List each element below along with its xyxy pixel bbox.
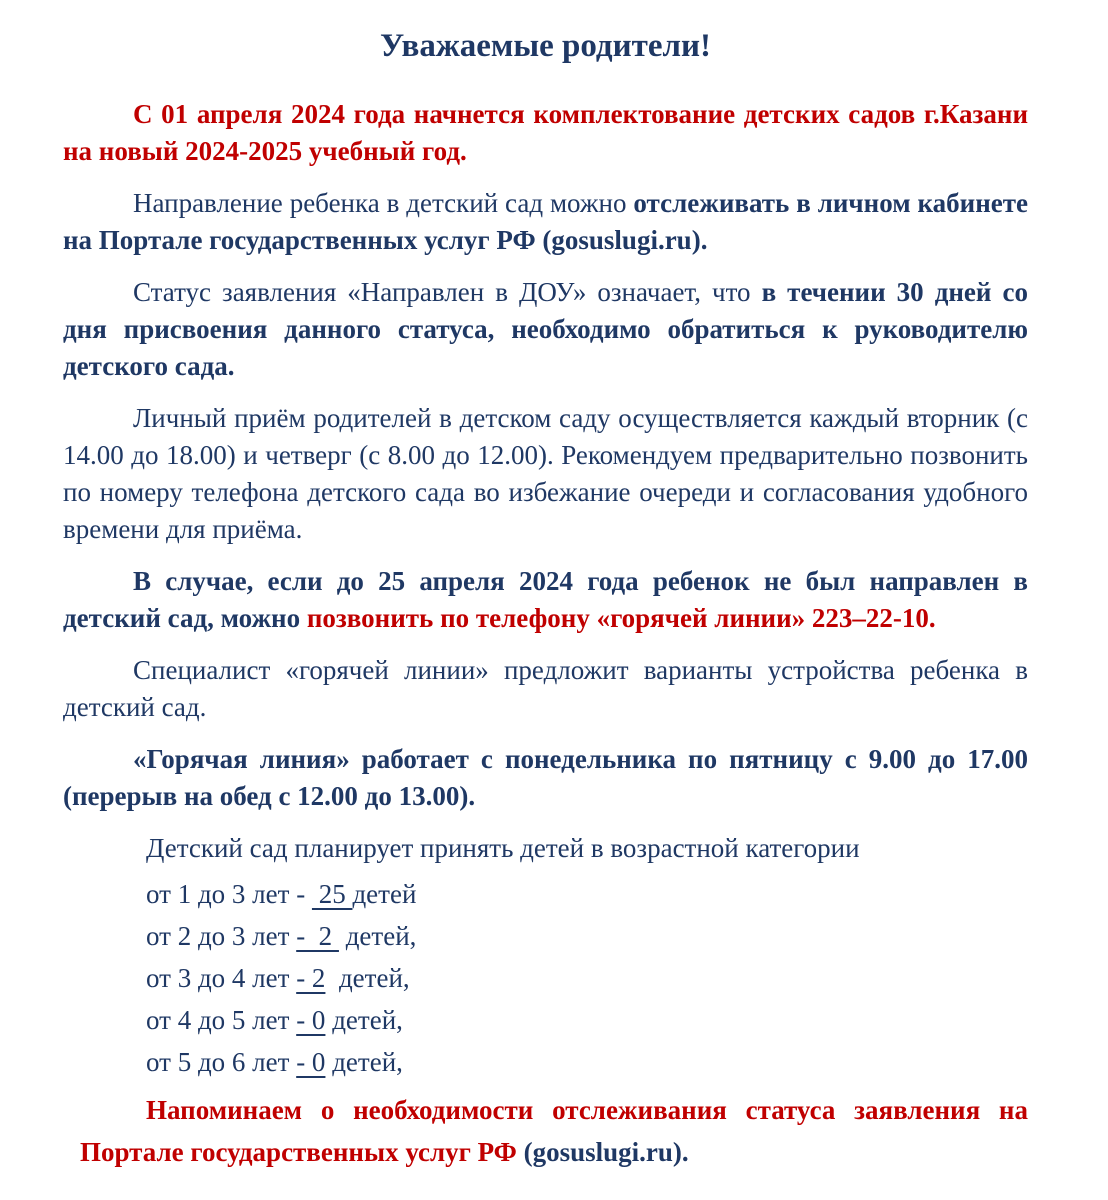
run-bold: В случае, если до 25 апреля 2024 года ребенок не был направлен в детский сад, можно xyxy=(63,566,1028,633)
run-red-bold: С 01 апреля 2024 года начнется комплектование детских садов г.Казани на новый 2024-2025 учебный год. xyxy=(63,99,1028,166)
run-regular: Статус заявления «Направлен в ДОУ» означает, что xyxy=(133,277,762,307)
paragraph-reminder xyxy=(80,1089,1028,1173)
run-regular: Специалист «горячей линии» предложит варианты устройства ребенка в детский сад. xyxy=(63,655,1028,722)
run-bold: (gosuslugi.ru). xyxy=(523,1137,689,1167)
age-category-row-2-3 xyxy=(146,915,1028,957)
row-suffix: детей, xyxy=(325,1047,403,1077)
row-count-underlined: - 0 xyxy=(296,1047,326,1077)
age-category-list xyxy=(146,873,1028,1083)
age-category-row-5-6 xyxy=(146,1041,1028,1083)
row-prefix: от 5 до 6 лет xyxy=(146,1047,297,1077)
paragraph-age-categories-intro xyxy=(146,830,1028,867)
row-prefix: от 3 до 4 лет xyxy=(146,963,297,993)
row-count-underlined: - 2 xyxy=(296,921,339,951)
row-suffix: детей, xyxy=(325,963,410,993)
run-bold: в течении 30 дней со дня присвоения данного статуса, необходимо обратиться к руководителю детского сада. xyxy=(63,277,1029,381)
row-prefix: от 2 до 3 лет xyxy=(146,921,297,951)
paragraph-hotline-phone xyxy=(63,563,1028,637)
run-regular: Личный приём родителей в детском саду осуществляется каждый вторник (с 14.00 до 18.00) и четверг (с 8.00 до 12.00). Рекомендуем предварительно позвонить по номеру телефона детского сада во избежание очереди и согласования удобного времени для приёма. xyxy=(63,403,1028,544)
run-red-bold: Напоминаем о необходимости отслеживания статуса заявления на Портале государственных услуг РФ xyxy=(80,1095,1028,1167)
run-bold: отслеживать в личном кабинете на Портале государственных услуг РФ (gosuslugi.ru). xyxy=(63,188,1028,255)
page-title: Уважаемые родители! xyxy=(379,28,712,64)
row-count-underlined: - 0 xyxy=(296,1005,326,1035)
paragraph-enrollment-start xyxy=(63,96,1028,170)
row-suffix: детей, xyxy=(325,1005,403,1035)
paragraph-status-meaning xyxy=(63,274,1028,385)
age-category-row-3-4 xyxy=(146,957,1028,999)
run-regular: Направление ребенка в детский сад можно xyxy=(133,188,634,218)
paragraph-reception-hours xyxy=(63,400,1028,548)
row-prefix: от 1 до 3 лет - xyxy=(146,879,312,909)
age-category-row-4-5 xyxy=(146,999,1028,1041)
row-suffix: детей xyxy=(352,879,417,909)
row-prefix: от 4 до 5 лет xyxy=(146,1005,297,1035)
paragraph-hotline-schedule xyxy=(63,741,1028,815)
row-suffix: детей, xyxy=(338,921,417,951)
row-count-underlined: - 2 xyxy=(296,963,326,993)
run-regular: Детский сад планирует принять детей в возрастной категории xyxy=(146,833,860,863)
paragraph-hotline-specialist xyxy=(63,652,1028,726)
row-count-underlined: 25 xyxy=(311,879,353,909)
paragraph-tracking-gosuslugi xyxy=(63,185,1028,259)
run-bold: «Горячая линия» работает с понедельника по пятницу с 9.00 до 17.00 (перерыв на обед с 12.00 до 13.00). xyxy=(63,744,1028,811)
age-category-row-1-3 xyxy=(146,873,1028,915)
run-red-bold: позвонить по телефону «горячей линии» 223–22-10. xyxy=(306,603,936,633)
